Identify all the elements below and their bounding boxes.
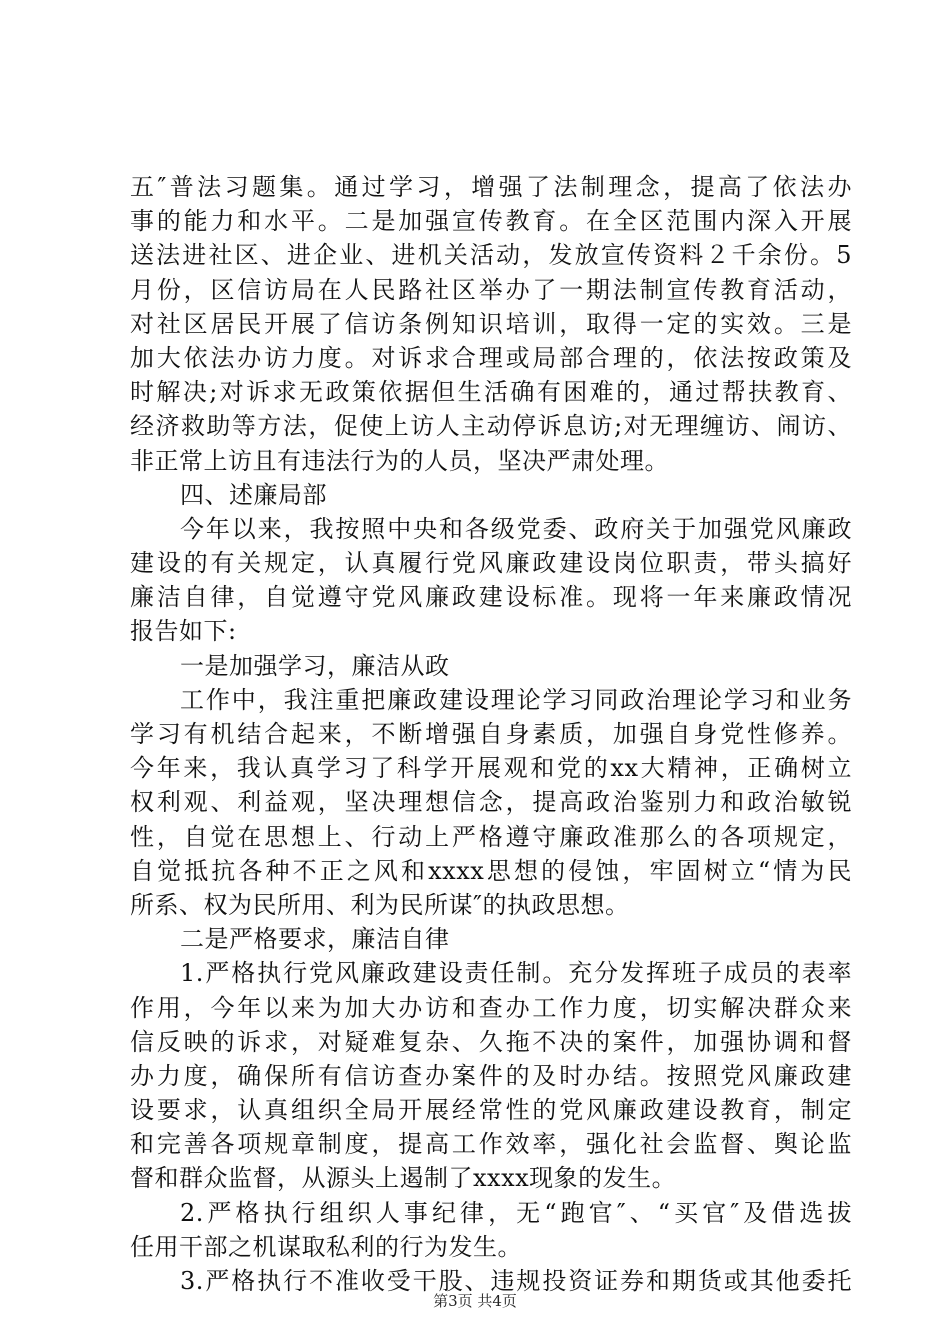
text-line: 自觉抵抗各种不正之风和xxxx思想的侵蚀，牢固树立“情为民	[130, 856, 852, 885]
text-line: 和完善各项规章制度，提高工作效率，强化社会监督、舆论监	[130, 1130, 852, 1159]
subsection-heading: 二是严格要求，廉洁自律	[180, 925, 450, 954]
text-line: 2.严格执行组织人事纪律，无“跑官″、“买官″及借选拔	[180, 1198, 852, 1227]
text-line: 经济救助等方法，促使上访人主动停诉息访;对无理缠访、闹访、	[130, 412, 852, 441]
text-line: 加大依法办访力度。对诉求合理或局部合理的，依法按政策及	[130, 343, 852, 372]
text-line: 送法进社区、进企业、进机关活动，发放宣传资料２千余份。5	[130, 241, 852, 270]
text-line: 权利观、利益观，坚决理想信念，提高政治鉴别力和政治敏锐	[130, 788, 852, 817]
text-line: 工作中，我注重把廉政建设理论学习同政治理论学习和业务	[180, 685, 852, 714]
page-number: 第3页 共4页	[433, 1292, 517, 1310]
text-line: 学习有机结合起来，不断增强自身素质，加强自身党性修养。	[130, 720, 852, 748]
text-line: 月份，区信访局在人民路社区举办了一期法制宣传教育活动，	[130, 275, 852, 304]
text-line: 任用干部之机谋取私利的行为发生。	[130, 1232, 522, 1261]
text-line: 督和群众监督，从源头上遏制了xxxx现象的发生。	[130, 1164, 677, 1193]
text-line: 五″普法习题集。通过学习，增强了法制理念，提高了依法办	[130, 173, 852, 201]
text-line: 信反映的诉求，对疑难复杂、久拖不决的案件，加强协调和督	[130, 1027, 852, 1056]
text-line: 报告如下:	[130, 617, 237, 646]
text-line: 1.严格执行党风廉政建设责任制。充分发挥班子成员的表率	[180, 959, 852, 988]
text-line: 时解决;对诉求无政策依据但生活确有困难的，通过帮扶教育、	[130, 378, 852, 407]
text-line: 今年以来，我按照中央和各级党委、政府关于加强党风廉政	[180, 514, 852, 543]
text-line: 所系、权为民所用、利为民所谋″的执政思想。	[130, 890, 630, 919]
text-line: 非正常上访且有违法行为的人员，坚决严肃处理。	[130, 446, 669, 475]
text-line: 作用，今年以来为加大办访和查办工作力度，切实解决群众来	[130, 993, 852, 1022]
subsection-heading: 一是加强学习，廉洁从政	[180, 651, 450, 680]
text-line: 建设的有关规定，认真履行党风廉政建设岗位职责，带头搞好	[130, 549, 852, 578]
text-line: 性，自觉在思想上、行动上严格遵守廉政准那么的各项规定，	[130, 822, 852, 851]
text-line: 3.严格执行不准收受干股、违规投资证券和期货或其他委托	[180, 1267, 852, 1295]
text-line: 事的能力和水平。二是加强宣传教育。在全区范围内深入开展	[130, 207, 852, 236]
text-line: 廉洁自律，自觉遵守党风廉政建设标准。现将一年来廉政情况	[130, 583, 852, 612]
page-footer	[0, 1290, 950, 1311]
text-line: 今年来，我认真学习了科学开展观和党的xx大精神，正确树立	[130, 754, 852, 783]
text-line: 设要求，认真组织全局开展经常性的党风廉政建设教育，制定	[130, 1096, 852, 1125]
text-line: 对社区居民开展了信访条例知识培训，取得一定的实效。三是	[130, 309, 852, 338]
text-line: 办力度，确保所有信访查办案件的及时办结。按照党风廉政建	[130, 1061, 852, 1090]
document-body	[130, 170, 852, 1298]
section-heading: 四、述廉局部	[180, 480, 327, 509]
